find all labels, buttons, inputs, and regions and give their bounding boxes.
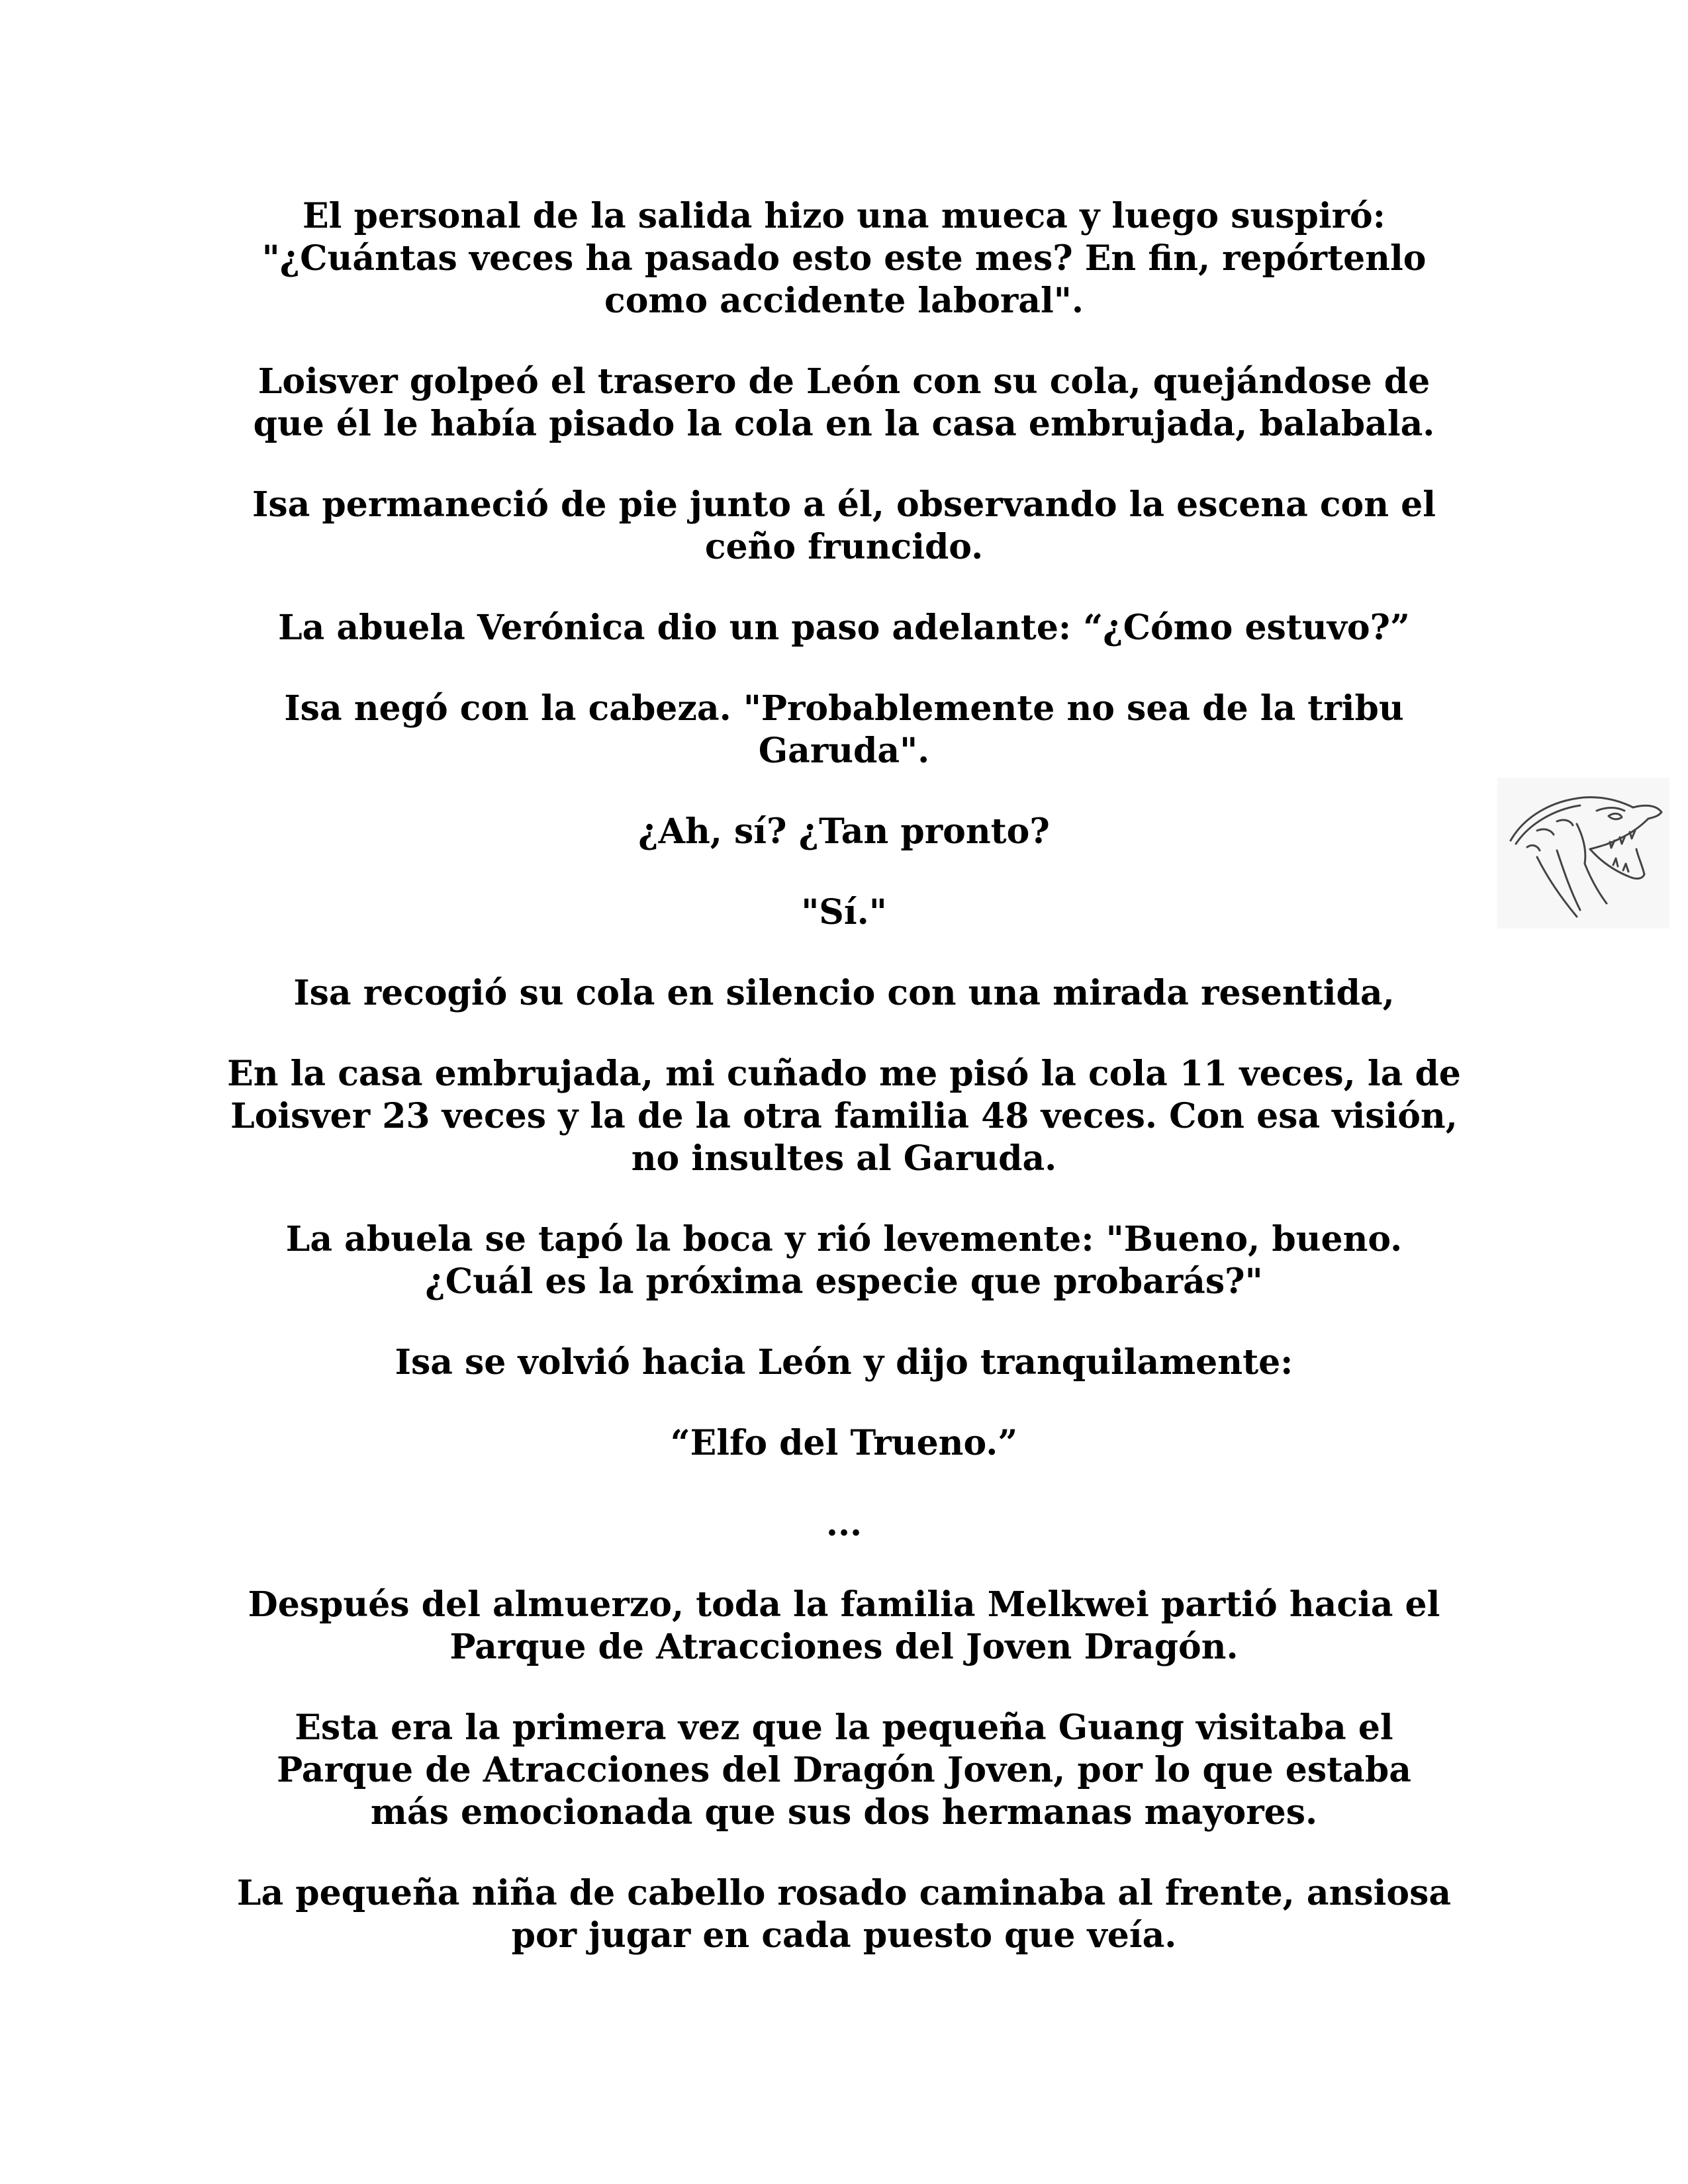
paragraph: Isa negó con la cabeza. "Probablemente no sea de la tribu Garuda". <box>284 688 1404 771</box>
scene-break: ... <box>825 1504 863 1544</box>
paragraph: Isa permaneció de pie junto a él, observando la escena con el ceño fruncido. <box>252 484 1436 567</box>
paragraph: La abuela Verónica dio un paso adelante: “¿Cómo estuvo?” <box>278 608 1410 648</box>
paragraph: En la casa embrujada, mi cuñado me pisó la cola 11 veces, la de Loisver 23 veces y la de la otra familia 48 veces. Con esa visión, no insultes al Garuda. <box>227 1054 1461 1179</box>
story-text <box>225 195 1463 1995</box>
paragraph: Isa recogió su cola en silencio con una mirada resentida, <box>293 973 1395 1013</box>
paragraph: Loisver golpeó el trasero de León con su cola, quejándose de que él le había pisado la cola en la casa embrujada, balabala. <box>253 361 1435 444</box>
paragraph: ¿Ah, sí? ¿Tan pronto? <box>638 811 1050 852</box>
paragraph: "Sí." <box>801 892 887 933</box>
paragraph: La abuela se tapó la boca y rió levemente: "Bueno, bueno. ¿Cuál es la próxima especie que probarás?" <box>285 1219 1403 1302</box>
paragraph: Isa se volvió hacia León y dijo tranquilamente: <box>395 1342 1293 1383</box>
paragraph: El personal de la salida hizo una mueca y luego suspiró: "¿Cuántas veces ha pasado esto este mes? En fin, repórtenlo como accidente laboral". <box>261 196 1427 321</box>
paragraph: Después del almuerzo, toda la familia Melkwei partió hacia el Parque de Atracciones del Joven Dragón. <box>248 1584 1440 1667</box>
dinosaur-head-sketch-icon <box>1497 778 1669 929</box>
paragraph: “Elfo del Trueno.” <box>670 1423 1018 1463</box>
paragraph: Esta era la primera vez que la pequeña Guang visitaba el Parque de Atracciones del Dragón Joven, por lo que estaba más emocionada que sus dos hermanas mayores. <box>277 1707 1411 1833</box>
paragraph: La pequeña niña de cabello rosado caminaba al frente, ansiosa por jugar en cada puesto que veía. <box>236 1873 1452 1956</box>
